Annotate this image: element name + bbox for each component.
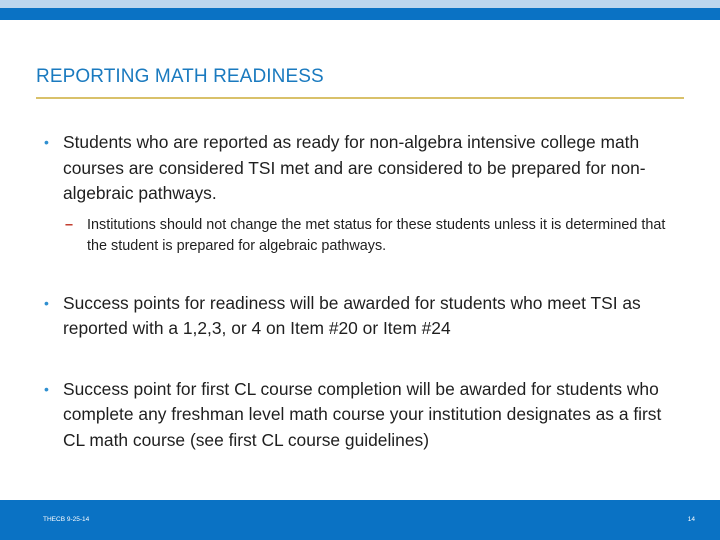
bullet-marker: • bbox=[44, 294, 49, 311]
bullet-text: Success point for first CL course completion will be awarded for students who complete any freshman level math course your institution designates as a first CL math course (see first CL course guidelines) bbox=[63, 378, 662, 450]
slide-title: REPORTING MATH READINESS bbox=[36, 66, 324, 87]
sub-bullet-text: Institutions should not change the met status for these students unless it is determined that the student is prepared for algebraic pathways. bbox=[87, 216, 666, 254]
bullet-item bbox=[44, 377, 684, 454]
top-accent-bar bbox=[0, 8, 720, 20]
page-number: 14 bbox=[687, 516, 695, 523]
bullet-text: Success points for readiness will be awarded for students who meet TSI as reported with a 1,2,3, or 4 on Item #20 or Item #24 bbox=[63, 292, 641, 338]
top-accent-bar-light bbox=[0, 0, 720, 8]
title-divider bbox=[36, 97, 684, 99]
bullet-marker: • bbox=[44, 380, 49, 397]
sub-bullet-marker: – bbox=[65, 216, 74, 233]
bullet-item bbox=[44, 291, 684, 342]
footer-bar bbox=[0, 500, 720, 540]
sub-bullet-item bbox=[65, 215, 684, 257]
bullet-text: Students who are reported as ready for non-algebra intensive college math courses are considered TSI met and are considered to be prepared for non-algebraic pathways. bbox=[63, 132, 646, 203]
bullet-item bbox=[44, 130, 684, 207]
footer-source-label: THECB 9-25-14 bbox=[43, 516, 90, 523]
bullet-marker: • bbox=[44, 134, 49, 150]
slide-content bbox=[44, 130, 684, 453]
